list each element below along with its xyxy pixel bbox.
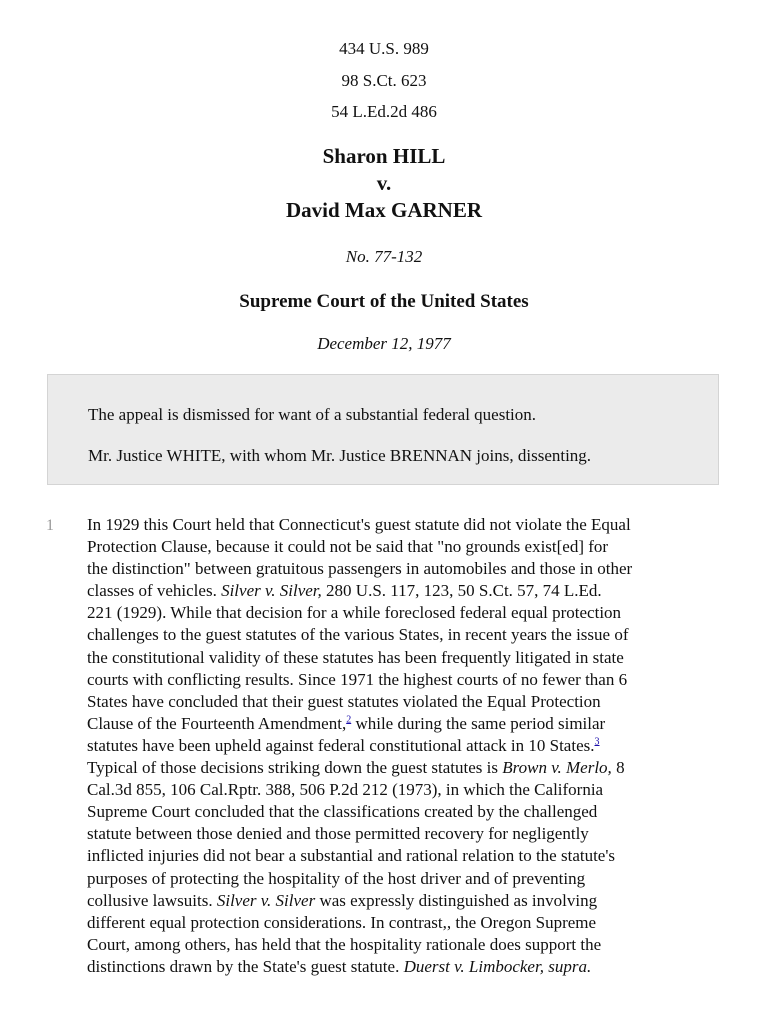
paragraph-number: 1 [46,517,54,534]
opinion-line: different equal protection considerations. In contrast,, the Oregon Supreme [87,912,597,932]
citations [0,33,768,128]
line-text: Clause of the Fourteenth Amendment, [87,713,347,733]
line-text: collusive lawsuits. [87,890,217,910]
lawyers-edition-citation: 54 L.Ed.2d 486 [331,102,437,121]
disposition-text: The appeal is dismissed for want of a substantial federal question. [88,405,537,424]
opinion-line [87,890,727,912]
opinion-line [87,956,727,978]
opinion-line: In 1929 this Court held that Connecticut's guest statute did not violate the Equal [87,515,631,534]
decision-date: December 12, 1977 [317,334,451,353]
line-text: statutes have been upheld against federal constitutional attack in 10 States. [87,735,595,755]
case-caption [0,143,768,224]
court-name: Supreme Court of the United States [239,291,529,312]
opinion-line [87,735,727,757]
dissent-heading: Mr. Justice WHITE, with whom Mr. Justice BRENNAN joins, dissenting. [88,446,592,465]
opinion-line: States have concluded that their guest statutes violated the Equal Protection [87,691,601,711]
opinion-line: Court, among others, has held that the hospitality rationale does support the [87,934,602,954]
opinion-line: purposes of protecting the hospitality of the host driver and of preventing [87,868,586,888]
petitioner-name: Sharon HILL [322,144,446,168]
line-text: 8 [611,758,625,778]
line-text: was expressly distinguished as involving [315,890,598,910]
case-name-silver: Silver v. Silver, [221,581,322,601]
opinion-paragraph [87,514,727,978]
opinion-line: challenges to the guest statutes of the various States, in recent years the issue of [87,625,629,645]
line-text: classes of vehicles. [87,581,222,601]
line-text: while during the same period similar [351,713,606,733]
case-name-brown: Brown v. Merlo, [502,758,612,778]
opinion-line [87,580,727,602]
opinion-line: courts with conflicting results. Since 1971 the highest courts of no fewer than 6 [87,669,628,689]
case-name-silver: Silver v. Silver [216,890,316,910]
opinion-line [87,713,727,735]
case-name-duerst: Duerst v. Limbocker, supra. [403,956,592,976]
supreme-court-reporter-citation: 98 S.Ct. 623 [341,70,427,90]
summary-box [47,374,719,485]
versus-label: v. [376,171,392,195]
footnote-link-3[interactable]: 3 [594,736,600,748]
footnote-link-2[interactable]: 2 [346,714,352,726]
us-reports-citation: 434 U.S. 989 [339,39,429,58]
opinion-line: Protection Clause, because it could not be said that "no grounds exist[ed] for [87,537,609,557]
docket-number: No. 77-132 [345,247,423,266]
respondent-name: David Max GARNER [285,198,482,222]
opinion-line: inflicted injuries did not bear a substantial and rational relation to the statute's [87,846,616,866]
line-text: distinctions drawn by the State's guest statute. [87,956,404,976]
opinion-line: Supreme Court concluded that the classifications created by the challenged [87,802,598,822]
opinion-line: 221 (1929). While that decision for a while foreclosed federal equal protection [87,603,622,623]
opinion-line [87,757,727,779]
opinion-line: the constitutional validity of these statutes has been frequently litigated in state [87,647,624,667]
line-text: 280 U.S. 117, 123, 50 S.Ct. 57, 74 L.Ed. [321,581,602,601]
opinion-line: statute between those denied and those permitted recovery for negligently [87,824,589,844]
opinion-line: Cal.3d 855, 106 Cal.Rptr. 388, 506 P.2d 212 (1973), in which the California [87,780,604,800]
line-text: Typical of those decisions striking down the guest statutes is [87,758,503,778]
opinion-line: the distinction" between gratuitous passengers in automobiles and those in other [87,559,633,579]
